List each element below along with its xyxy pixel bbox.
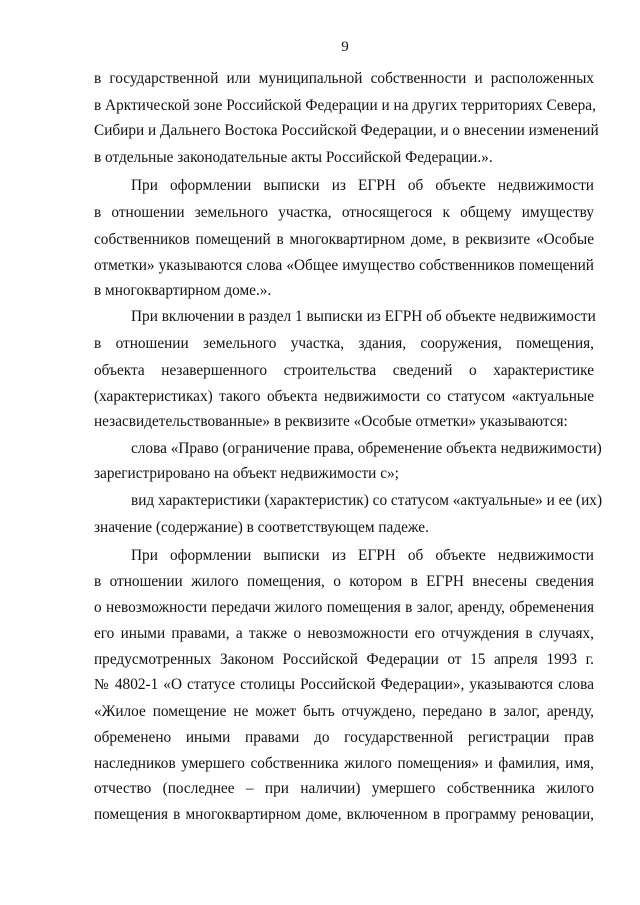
text-line: (характеристиках) такого объекта недвижимости со статусом «актуальные (94, 388, 594, 405)
text-line: При включении в раздел 1 выписки из ЕГРН об объекте недвижимости (131, 308, 596, 325)
text-line: Сибири и Дальнего Востока Российской Федерации, и о внесении изменений (94, 122, 599, 139)
text-line: в многоквартирном доме.». (94, 282, 272, 299)
text-line: его иными правами, а также о невозможности его отчуждения в случаях, (94, 625, 594, 642)
text-line: о невозможности передачи жилого помещения в залог, аренду, обременения (94, 599, 594, 616)
page-number: 9 (341, 39, 349, 55)
text-line: предусмотренных Законом Российской Федерации от 15 апреля 1993 г. (94, 651, 594, 668)
text-line: помещения в многоквартирном доме, включенном в программу реновации, (94, 806, 594, 823)
text-line: зарегистрировано на объект недвижимости с»; (94, 465, 399, 482)
text-line: отчество (последнее – при наличии) умершего собственника жилого (94, 780, 594, 797)
text-line: обременено иными правами до государственной регистрации прав (94, 729, 594, 746)
text-line: объекта незавершенного строительства сведений о характеристике (94, 362, 594, 379)
text-line: в отношении земельного участка, здания, сооружения, помещения, (94, 335, 594, 352)
text-line: При оформлении выписки из ЕГРН об объекте недвижимости (131, 177, 594, 194)
text-line: в Арктической зоне Российской Федерации и на других территориях Севера, (94, 97, 596, 114)
text-line: незасвидетельствованные» в реквизите «Особые отметки» указываются: (94, 413, 568, 430)
text-line: вид характеристики (характеристик) со статусом «актуальные» и ее (их) (131, 492, 603, 509)
text-line: в отдельные законодательные акты Российской Федерации.». (94, 149, 493, 166)
text-line: № 4802-1 «О статусе столицы Российской Федерации», указываются слова (94, 676, 594, 693)
text-line: При оформлении выписки из ЕГРН об объекте недвижимости (131, 547, 594, 564)
text-line: в отношении жилого помещения, о котором в ЕГРН внесены сведения (94, 573, 594, 590)
text-line: отметки» указываются слова «Общее имущество собственников помещений (94, 257, 594, 274)
text-line: «Жилое помещение не может быть отчуждено, передано в залог, аренду, (94, 703, 594, 720)
text-line: значение (содержание) в соответствующем падеже. (94, 519, 429, 536)
text-line: наследников умершего собственника жилого помещения» и фамилия, имя, (94, 755, 594, 772)
text-line: в отношении земельного участка, относящегося к общему имуществу (94, 204, 594, 221)
text-line: слова «Право (ограничение права, обременение объекта недвижимости) (131, 440, 602, 457)
text-line: в государственной или муниципальной собственности и расположенных (94, 70, 594, 87)
text-line: собственников помещений в многоквартирном доме, в реквизите «Особые (94, 231, 594, 248)
